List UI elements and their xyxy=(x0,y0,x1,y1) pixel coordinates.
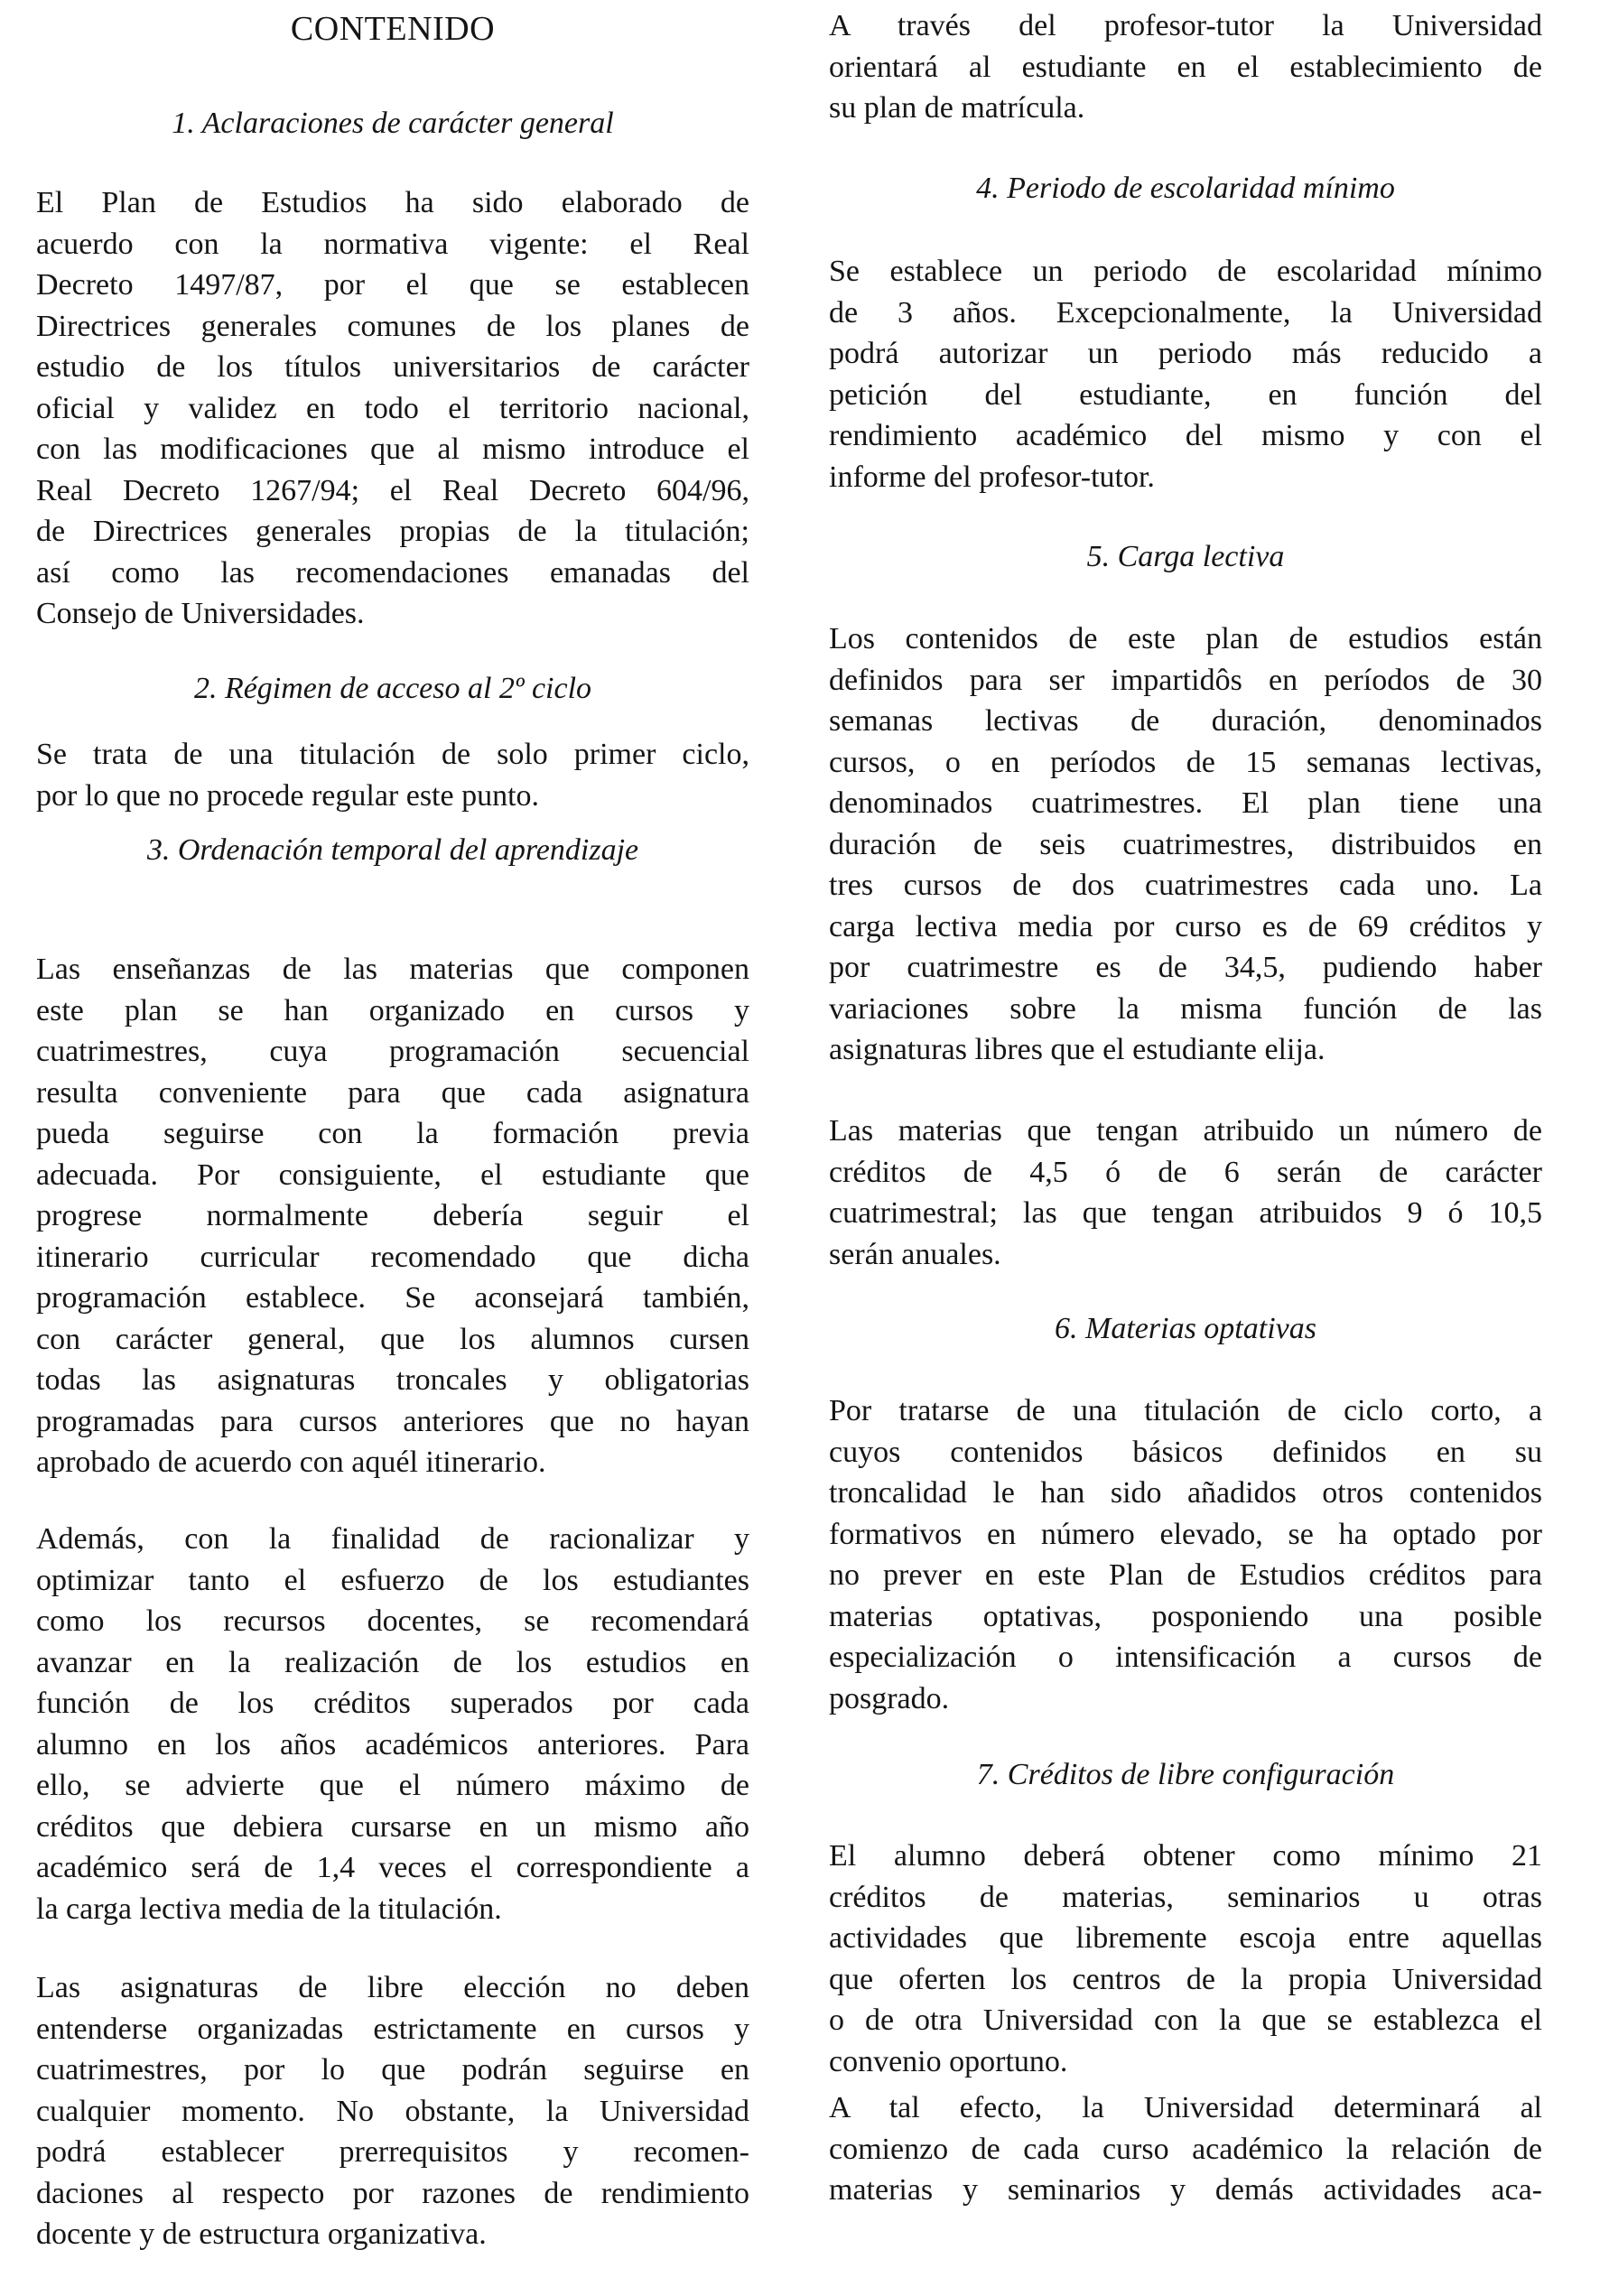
text-line: serán anuales. xyxy=(829,1237,1001,1271)
text-line: por lo que no procede regular este punto. xyxy=(36,778,540,813)
text-line: especialización o intensificación a cursos de xyxy=(829,1641,1542,1674)
section-heading: 5. Carga lectiva xyxy=(1086,540,1285,573)
paragraph xyxy=(829,5,1542,129)
text-line: así como las recomendaciones emanadas del xyxy=(36,555,749,590)
section-heading: 2. Régimen de acceso al 2º ciclo xyxy=(193,672,592,705)
text-line: Las materias que tengan atribuido un número de xyxy=(829,1114,1542,1148)
paragraph xyxy=(36,1967,749,2255)
text-line: Decreto 1497/87, por el que se establecen xyxy=(36,268,749,302)
text-line: adecuada. Por consiguiente, el estudiante que xyxy=(36,1157,749,1192)
text-line: pueda seguirse con la formación previa xyxy=(36,1117,749,1150)
text-line: A tal efecto, la Universidad determinará al xyxy=(829,2091,1542,2124)
paragraph xyxy=(829,618,1542,1071)
text-line: con carácter general, que los alumnos cursen xyxy=(36,1322,749,1356)
section-heading: 4. Periodo de escolaridad mínimo xyxy=(976,172,1395,205)
text-line: troncalidad le han sido añadidos otros contenidos xyxy=(829,1476,1542,1510)
text-line: Se establece un periodo de escolaridad mínimo xyxy=(829,255,1542,288)
text-line: Real Decreto 1267/94; el Real Decreto 604/96, xyxy=(36,473,749,507)
text-line: programadas para cursos anteriores que no hayan xyxy=(36,1404,749,1438)
section-heading: 3. Ordenación temporal del aprendizaje xyxy=(146,833,639,867)
paragraph xyxy=(36,1519,749,1929)
text-line: comienzo de cada curso académico la relación de xyxy=(829,2132,1542,2166)
text-line: créditos que debiera cursarse en un mismo año xyxy=(36,1809,749,1844)
text-line: duración de seis cuatrimestres, distribuidos en xyxy=(829,827,1542,861)
paragraph xyxy=(829,1111,1542,1275)
text-line: cuyos contenidos básicos definidos en su xyxy=(829,1435,1542,1469)
text-line: acuerdo con la normativa vigente: el Real xyxy=(36,227,749,261)
text-line: tres cursos de dos cuatrimestres cada uno. La xyxy=(829,869,1542,902)
text-line: programación establece. Se aconsejará también, xyxy=(36,1281,749,1315)
text-line: orientará al estudiante en el establecimiento de xyxy=(829,50,1542,84)
paragraph xyxy=(829,1390,1542,1719)
text-line: posgrado. xyxy=(829,1681,950,1715)
text-line: convenio oportuno. xyxy=(829,2044,1068,2078)
text-line: créditos de 4,5 ó de 6 serán de carácter xyxy=(829,1155,1542,1189)
text-line: alumno en los años académicos anteriores. Para xyxy=(36,1727,749,1762)
text-line: la carga lectiva media de la titulación. xyxy=(36,1892,502,1926)
text-line: petición del estudiante, en función del xyxy=(829,377,1542,412)
text-line: función de los créditos superados por cada xyxy=(36,1687,749,1720)
text-line: optimizar tanto el esfuerzo de los estudiantes xyxy=(36,1563,749,1597)
text-line: cuatrimestres, cuya programación secuencial xyxy=(36,1035,749,1068)
text-line: materias optativas, posponiendo una posible xyxy=(829,1599,1542,1633)
text-line: asignaturas libres que el estudiante elija. xyxy=(829,1033,1326,1066)
text-line: A través del profesor-tutor la Universidad xyxy=(829,9,1542,42)
text-line: actividades que libremente escoja entre aquellas xyxy=(829,1921,1542,1955)
section-heading: 7. Créditos de libre configuración xyxy=(976,1758,1395,1791)
text-line: o de otra Universidad con la que se establezca el xyxy=(829,2003,1542,2037)
text-line: definidos para ser impartidôs en períodos de 30 xyxy=(829,663,1542,697)
paragraph xyxy=(36,949,749,1483)
section-heading: 6. Materias optativas xyxy=(1055,1312,1316,1345)
text-line: avanzar en la realización de los estudios en xyxy=(36,1645,749,1679)
text-line: podrá autorizar un periodo más reducido a xyxy=(829,337,1542,370)
text-line: aprobado de acuerdo con aquél itinerario. xyxy=(36,1445,546,1479)
text-line: con las modificaciones que al mismo introduce el xyxy=(36,432,749,466)
text-line: como los recursos docentes, se recomendará xyxy=(36,1604,749,1638)
text-line: por cuatrimestre es de 34,5, pudiendo haber xyxy=(829,951,1542,984)
text-line: oficial y validez en todo el territorio nacional, xyxy=(36,391,749,425)
text-line: cuatrimestres, por lo que podrán seguirse en xyxy=(36,2053,749,2087)
paragraph xyxy=(36,734,749,816)
paragraph xyxy=(36,182,749,635)
text-line: carga lectiva media por curso es de 69 créditos y xyxy=(829,909,1542,943)
text-line: materias y seminarios y demás actividades aca- xyxy=(829,2173,1542,2207)
text-line: Además, con la finalidad de racionalizar y xyxy=(36,1522,749,1556)
text-line: Consejo de Universidades. xyxy=(36,597,365,630)
paragraph xyxy=(829,2087,1542,2211)
text-line: resulta conveniente para que cada asignatura xyxy=(36,1075,749,1110)
text-line: cuatrimestral; las que tengan atribuidos 9 ó 10,5 xyxy=(829,1196,1542,1230)
text-line: de 3 años. Excepcionalmente, la Universidad xyxy=(829,295,1542,330)
text-line: su plan de matrícula. xyxy=(829,91,1085,125)
text-line: ello, se advierte que el número máximo de xyxy=(36,1769,749,1802)
text-line: que oferten los centros de la propia Universidad xyxy=(829,1962,1542,1996)
paragraph xyxy=(829,1836,1542,2082)
text-line: rendimiento académico del mismo y con el xyxy=(829,419,1542,452)
text-line: docente y de estructura organizativa. xyxy=(36,2217,487,2251)
text-line: todas las asignaturas troncales y obligatorias xyxy=(36,1363,749,1397)
text-line: no prever en este Plan de Estudios créditos para xyxy=(829,1558,1542,1592)
text-line: cursos, o en períodos de 15 semanas lectivas, xyxy=(829,745,1542,779)
section-heading: 1. Aclaraciones de carácter general xyxy=(172,107,614,140)
text-line: cualquier momento. No obstante, la Universidad xyxy=(36,2094,749,2128)
text-line: Las enseñanzas de las materias que componen xyxy=(36,953,749,986)
text-line: podrá establecer prerrequisitos y recomen- xyxy=(36,2135,749,2169)
text-line: El alumno deberá obtener como mínimo 21 xyxy=(829,1839,1542,1873)
text-line: progrese normalmente debería seguir el xyxy=(36,1199,749,1232)
page-title: CONTENIDO xyxy=(290,10,496,48)
text-line: entenderse organizadas estrictamente en cursos y xyxy=(36,2012,749,2046)
text-line: itinerario curricular recomendado que dicha xyxy=(36,1240,749,1274)
text-line: semanas lectivas de duración, denominados xyxy=(829,704,1542,738)
text-line: variaciones sobre la misma función de las xyxy=(829,991,1542,1026)
text-line: créditos de materias, seminarios u otras xyxy=(829,1880,1542,1914)
text-line: denominados cuatrimestres. El plan tiene una xyxy=(829,786,1542,820)
text-line: Por tratarse de una titulación de ciclo corto, a xyxy=(829,1394,1542,1427)
text-line: Los contenidos de este plan de estudios están xyxy=(829,622,1542,655)
paragraph xyxy=(829,251,1542,497)
text-line: El Plan de Estudios ha sido elaborado de xyxy=(36,186,749,219)
text-line: Se trata de una titulación de solo primer ciclo, xyxy=(36,738,749,771)
text-line: estudio de los títulos universitarios de carácter xyxy=(36,350,749,384)
text-line: de Directrices generales propias de la titulación; xyxy=(36,515,749,548)
text-line: académico será de 1,4 veces el correspondiente a xyxy=(36,1851,749,1884)
text-line: Directrices generales comunes de los planes de xyxy=(36,309,749,343)
text-line: este plan se han organizado en cursos y xyxy=(36,993,749,1027)
text-line: daciones al respecto por razones de rendimiento xyxy=(36,2176,749,2210)
text-line: formativos en número elevado, se ha optado por xyxy=(829,1517,1542,1551)
text-line: Las asignaturas de libre elección no deben xyxy=(36,1971,749,2004)
text-line: informe del profesor-tutor. xyxy=(829,460,1155,494)
